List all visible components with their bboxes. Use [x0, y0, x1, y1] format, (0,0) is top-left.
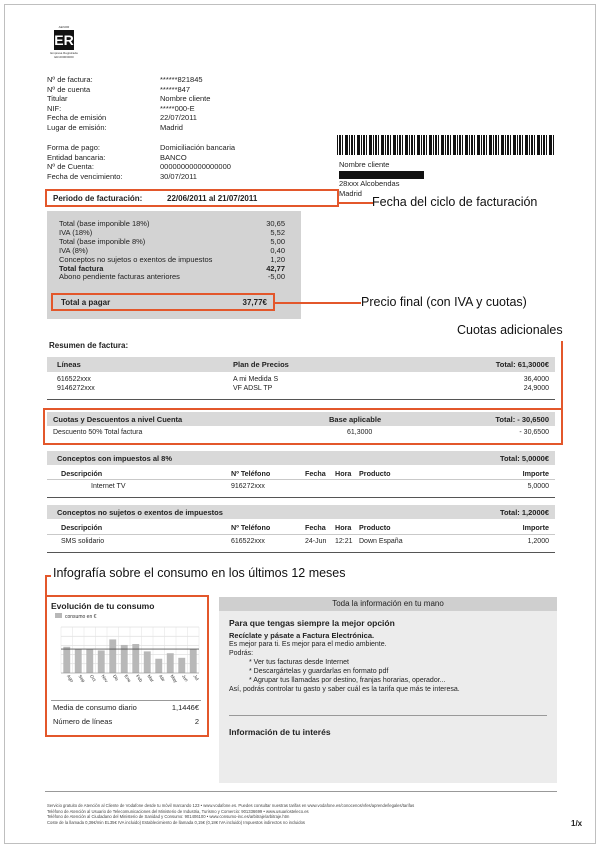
- payment-info-value: 00000000000000000: [160, 162, 231, 172]
- footer-divider: [45, 791, 557, 792]
- totals-row: [59, 238, 285, 247]
- line-number: 9146272xxx: [57, 385, 95, 392]
- payment-info: [47, 143, 235, 181]
- x-tick-label: May: [169, 673, 179, 684]
- chart-bar: [178, 658, 185, 673]
- invoice-info-value: Nombre cliente: [160, 94, 211, 104]
- chart-bar: [109, 639, 116, 673]
- x-tick-label: Jul: [192, 673, 200, 682]
- line-number: 616522xxx: [57, 376, 91, 383]
- logo-code: ER-0000/0000: [54, 55, 74, 59]
- cell-phone: 616522xxx: [231, 538, 265, 545]
- billing-period-box: [45, 189, 339, 207]
- cell-fecha: 24-Jun: [305, 538, 327, 545]
- payment-info-row: [47, 153, 235, 163]
- callout-infographic: Infografía sobre el consumo en los últimos 12 meses: [53, 566, 346, 580]
- column-header: Descripción: [61, 523, 103, 532]
- footer-line: Teléfono de Atención al Usuario de Telecomunicaciones del Ministerio de Industria, Turismo y Comercio: 901336699 • www.usuariosteleco.es: [47, 808, 309, 814]
- invoice-info-label: NIF:: [47, 103, 62, 113]
- footer-line: Coste de la llamada 0,36€/min EL35€ IVA incluido) Establecimiento de llamada 0,15€ (0,18€ IVA incluido) Impuestos indirectos no incluidos: [47, 819, 305, 825]
- column-header: Hora: [335, 523, 352, 532]
- totals-label: IVA (8%): [59, 245, 89, 255]
- legend-label: consumo en €: [65, 614, 97, 620]
- invoice-info-row: [47, 123, 210, 133]
- callout-final-price: Precio final (con IVA y cuotas): [361, 295, 527, 309]
- totals-row: [59, 220, 285, 229]
- footer-line: Servicio gratuito de Atención al Cliente de Vodafone desde tu móvil marcando 123 • www.vodafone.es. Puedes consultar nuestras tarifas en www.vodafone.es/conocenos/vfes/aprende/legales/tarifas: [47, 803, 415, 808]
- callout-connector: [45, 575, 51, 577]
- invoice-info-value: Madrid: [160, 122, 183, 132]
- recipient-postal: 28xxx Alcobendas: [339, 179, 400, 189]
- callout-connector: [45, 575, 47, 595]
- info-bullet: * Agrupar tus llamadas por destino, franjas horarias, operador...: [249, 677, 446, 684]
- line-count-label: Número de líneas: [53, 717, 113, 726]
- redacted-street: [339, 171, 424, 179]
- payment-info-label: Fecha de vencimiento:: [47, 171, 123, 181]
- exempt-title: Conceptos no sujetos o exentos de impuestos: [57, 507, 223, 517]
- cell-importe: 1,2000: [527, 538, 549, 545]
- info-subtitle: Recíclate y pásate a Factura Electrónica.: [229, 631, 375, 640]
- totals-value: 5,00: [270, 236, 285, 246]
- payment-info-value: 30/07/2011: [160, 171, 197, 181]
- invoice-info: [47, 75, 210, 133]
- footer-line: Teléfono de Atención al Ciudadano del Ministerio de Sanidad y Consumo: 901406100 • www.consumo-inc.es/arbitraje/arbitraje.htm: [47, 814, 290, 820]
- taxed-title: Conceptos con impuestos al 8%: [57, 453, 173, 463]
- billing-period-value: 22/06/2011 al 21/07/2011: [167, 194, 258, 203]
- divider: [229, 715, 547, 716]
- totals-label: Total factura: [59, 263, 104, 273]
- lines-col-plan: Plan de Precios: [233, 360, 289, 369]
- cell-phone: 916272xxx: [231, 483, 265, 490]
- invoice-info-row: [47, 104, 210, 114]
- invoice-info-value: ******821845: [160, 75, 203, 84]
- invoice-page: [4, 4, 596, 844]
- barcode: [337, 135, 555, 155]
- invoice-info-label: Titular: [47, 94, 68, 104]
- column-header: Importe: [522, 523, 549, 532]
- info-title: Para que tengas siempre la mejor opción: [229, 618, 395, 628]
- invoice-info-row: [47, 94, 210, 104]
- chart-bar: [75, 649, 82, 673]
- info-bullet: * Descargártelas y guardarlas en formato pdf: [249, 668, 389, 675]
- fee-amount: - 30,6500: [519, 429, 549, 436]
- line-amount: 24,9000: [523, 385, 549, 392]
- x-tick-label: Jun: [180, 673, 190, 683]
- totals-value: 42,77: [266, 263, 285, 273]
- cell-desc: SMS solidario: [61, 538, 105, 545]
- total-to-pay-label: Total a pagar: [61, 298, 111, 307]
- avg-daily-value: 1,1446€: [171, 703, 199, 712]
- chart-bar: [132, 644, 139, 673]
- taxed-total: Total: 5,0000€: [499, 453, 549, 463]
- callout-connector: [275, 302, 361, 304]
- x-tick-label: Ene: [123, 673, 133, 684]
- consumption-box: [45, 595, 209, 737]
- payment-info-value: Domiciliación bancaria: [160, 143, 236, 152]
- column-header: Fecha: [305, 523, 326, 532]
- fees-col-concept: Cuotas y Descuentos a nivel Cuenta: [53, 414, 183, 424]
- totals-row: [59, 273, 285, 282]
- totals-value: 5,52: [270, 227, 285, 237]
- chart-bar: [63, 647, 70, 673]
- totals-label: Abono pendiente facturas anteriores: [59, 272, 180, 282]
- line-plan: VF ADSL TP: [233, 385, 273, 392]
- cell-importe: 5,0000: [527, 483, 549, 490]
- exempt-total: Total: 1,2000€: [499, 507, 549, 517]
- line-count-value: 2: [194, 717, 199, 726]
- totals-list: [59, 220, 285, 282]
- invoice-info-value: 22/07/2011: [160, 113, 197, 123]
- totals-label: Total (base imponible 18%): [59, 219, 150, 228]
- totals-label: IVA (18%): [59, 227, 93, 237]
- x-tick-label: Abr: [157, 673, 167, 683]
- legend-swatch: [55, 613, 62, 618]
- page-number: 1/x: [571, 819, 583, 828]
- column-header: Nº Teléfono: [231, 469, 271, 478]
- table-row: [47, 538, 555, 548]
- info-header: Toda la información en tu mano: [219, 597, 557, 611]
- column-header: Producto: [359, 469, 391, 478]
- invoice-info-row: [47, 85, 210, 95]
- divider: [51, 700, 201, 701]
- info-panel: [219, 597, 557, 783]
- x-tick-label: Feb: [134, 673, 144, 683]
- divider: [47, 399, 555, 400]
- billing-period-label: Periodo de facturación:: [53, 194, 143, 203]
- lines-header: [47, 357, 555, 372]
- totals-value: 30,65: [266, 219, 285, 228]
- x-tick-label: Sep: [77, 673, 87, 684]
- recipient-name: Nombre cliente: [339, 160, 390, 169]
- recipient-city: Madrid: [339, 188, 362, 198]
- column-header: Fecha: [305, 469, 326, 478]
- x-tick-label: Oct: [88, 673, 98, 683]
- info-closing: Así, podrás controlar tu gasto y saber cuál es la tarifa que más te interesa.: [229, 686, 460, 693]
- table-row: [47, 429, 555, 439]
- totals-value: 1,20: [270, 254, 285, 264]
- lines-col-lines: Líneas: [57, 360, 81, 369]
- fees-total: Total: - 30,6500: [495, 414, 549, 424]
- cell-desc: Internet TV: [91, 483, 126, 490]
- chart-bar: [155, 659, 162, 673]
- logo-top-text: AENOR: [58, 25, 70, 29]
- callout-extra-fees: Cuotas adicionales: [457, 323, 563, 337]
- invoice-info-value: *****000-E: [160, 103, 195, 113]
- cell-producto: Down España: [359, 538, 403, 545]
- chart-bar: [98, 650, 105, 673]
- invoice-info-label: Nº de factura:: [47, 75, 93, 84]
- x-tick-label: Dic: [111, 673, 120, 682]
- exempt-header: [47, 505, 555, 519]
- footer: [47, 803, 527, 825]
- divider: [47, 479, 555, 480]
- summary-title: Resumen de factura:: [49, 341, 129, 350]
- fee-concept: Descuento 50% Total factura: [53, 429, 143, 436]
- invoice-info-label: Nº de cuenta: [47, 84, 91, 94]
- payment-info-label: Entidad bancaria:: [47, 152, 106, 162]
- totals-value: -5,00: [267, 272, 285, 282]
- divider: [47, 534, 555, 535]
- payment-info-row: [47, 162, 235, 172]
- invoice-info-row: [47, 75, 210, 85]
- cell-hora: 12:21: [335, 538, 353, 545]
- fee-base: 61,3000: [347, 429, 373, 436]
- x-tick-label: Ago: [65, 673, 75, 684]
- payment-info-label: Forma de pago:: [47, 143, 100, 152]
- info-interest-title: Información de tu interés: [229, 727, 331, 737]
- chart-bar: [86, 650, 93, 673]
- certification-logo: [49, 25, 79, 65]
- logo-mark: ER: [54, 32, 74, 48]
- consumption-title: Evolución de tu consumo: [51, 601, 155, 611]
- recipient-address: [339, 160, 424, 198]
- column-header: Hora: [335, 469, 352, 478]
- info-bullets: [229, 658, 547, 685]
- totals-value: 0,40: [270, 245, 285, 255]
- column-header: Descripción: [61, 469, 103, 478]
- callout-connector: [339, 202, 373, 204]
- info-bullet: * Ver tus facturas desde Internet: [249, 659, 350, 666]
- invoice-info-row: [47, 113, 210, 123]
- invoice-info-label: Fecha de emisión: [47, 113, 107, 123]
- exempt-rows: [47, 538, 555, 548]
- payment-info-label: Nº de Cuenta:: [47, 162, 94, 172]
- payment-info-row: [47, 143, 235, 153]
- chart-bar: [144, 651, 151, 673]
- logo-bottom-text: Empresa Registrada: [50, 51, 78, 55]
- fees-rows: [47, 429, 555, 439]
- lines-rows: [47, 376, 555, 394]
- totals-label: Conceptos no sujetos o exentos de impuestos: [59, 254, 213, 264]
- taxed-rows: [47, 483, 555, 493]
- totals-label: Total (base imponible 8%): [59, 236, 146, 246]
- payment-info-value: BANCO: [160, 152, 187, 162]
- x-tick-label: Mar: [146, 673, 155, 683]
- x-tick-label: Nov: [100, 673, 110, 684]
- invoice-info-value: ******847: [160, 84, 191, 94]
- line-plan: A mi Medida S: [233, 376, 279, 383]
- fees-header: [47, 412, 555, 426]
- consumption-chart: [49, 611, 205, 703]
- payment-info-row: [47, 172, 235, 182]
- info-podras: Podrás:: [229, 650, 254, 657]
- divider: [47, 552, 555, 553]
- table-row: [47, 483, 555, 493]
- column-header: Nº Teléfono: [231, 523, 271, 532]
- table-row: [47, 385, 555, 394]
- avg-daily-label: Media de consumo diario: [53, 703, 137, 712]
- total-to-pay-box: [51, 293, 275, 311]
- table-row: [47, 376, 555, 385]
- callout-billing-cycle: Fecha del ciclo de facturación: [372, 195, 538, 209]
- fees-col-base: Base aplicable: [329, 414, 382, 424]
- column-header: Producto: [359, 523, 391, 532]
- total-to-pay-value: 37,77€: [242, 298, 267, 307]
- chart-bar: [190, 650, 197, 673]
- divider: [47, 497, 555, 498]
- info-line: Es mejor para ti. Es mejor para el medio ambiente.: [229, 641, 387, 648]
- taxed-header: [47, 451, 555, 465]
- column-header: Importe: [522, 469, 549, 478]
- invoice-info-label: Lugar de emisión:: [47, 122, 107, 132]
- line-amount: 36,4000: [523, 376, 549, 383]
- chart-bar: [167, 653, 174, 673]
- lines-total: Total: 61,3000€: [495, 360, 549, 369]
- info-body: [229, 619, 547, 694]
